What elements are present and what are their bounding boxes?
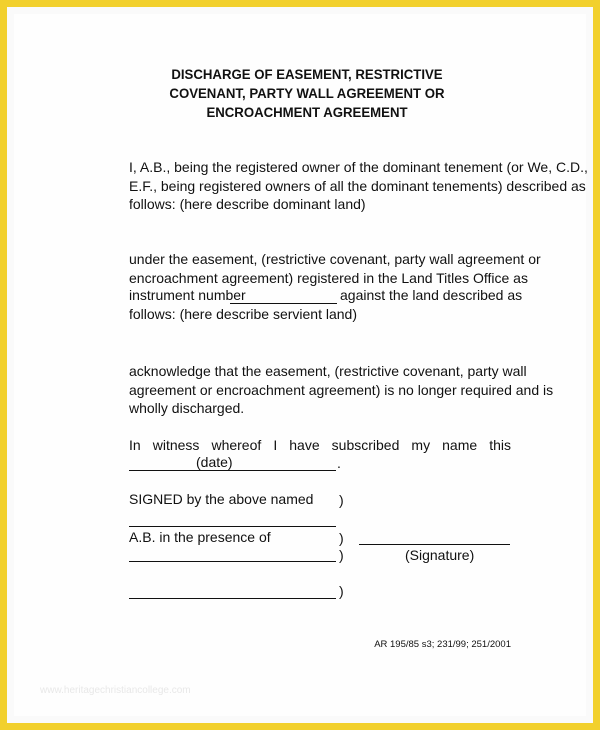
bracket: ) <box>339 547 344 563</box>
bracket: ) <box>339 530 344 546</box>
title-line: DISCHARGE OF EASEMENT, RESTRICTIVE <box>171 67 443 83</box>
paragraph-line: follows: (here describe dominant land) <box>129 196 366 212</box>
date-label: (date) <box>196 454 233 470</box>
document-title <box>35 66 580 123</box>
acknowledgement-paragraph <box>129 362 554 418</box>
instrument-number-field[interactable] <box>230 303 337 304</box>
signature-field[interactable] <box>359 544 510 545</box>
paragraph-line: agreement or encroachment agreement) is no longer required and is <box>129 381 554 398</box>
title-line: COVENANT, PARTY WALL AGREEMENT OR <box>169 86 445 102</box>
witness-name-field[interactable] <box>129 561 336 562</box>
regulation-reference: AR 195/85 s3; 231/99; 251/2001 <box>374 639 511 650</box>
paragraph-line: encroachment agreement) registered in the Land Titles Office as <box>129 269 528 286</box>
instrument-number-label: instrument number <box>129 287 246 303</box>
paragraph-line: acknowledge that the easement, (restrictive covenant, party wall <box>129 363 527 379</box>
easement-paragraph <box>129 250 541 287</box>
title-line: ENCROACHMENT AGREEMENT <box>206 105 408 121</box>
signed-name-field[interactable] <box>129 526 336 527</box>
date-field[interactable] <box>129 470 336 471</box>
paragraph-line: I, A.B., being the registered owner of the dominant tenement (or We, C.D., <box>129 159 588 175</box>
bracket: ) <box>339 492 344 508</box>
paragraph-line: E.F., being registered owners of all the dominant tenements) described as <box>129 177 586 194</box>
against-land-text: against the land described as <box>340 287 523 303</box>
signature-label: (Signature) <box>405 547 475 563</box>
paragraph-line: wholly discharged. <box>129 400 245 416</box>
signed-label: SIGNED by the above named <box>129 491 314 507</box>
servient-land-text: follows: (here describe servient land) <box>129 306 357 322</box>
presence-label: A.B. in the presence of <box>129 529 271 545</box>
document-page <box>14 14 586 716</box>
dominant-owner-paragraph <box>129 158 588 214</box>
witness-signature-field[interactable] <box>129 598 336 599</box>
paragraph-line: under the easement, (restrictive covenant, party wall agreement or <box>129 251 541 267</box>
date-period: . <box>337 455 341 471</box>
bracket: ) <box>339 583 344 599</box>
watermark: www.heritagechristiancollege.com <box>40 685 191 696</box>
witness-line: In witness whereof I have subscribed my name this <box>129 437 511 453</box>
witness-paragraph <box>129 436 511 455</box>
